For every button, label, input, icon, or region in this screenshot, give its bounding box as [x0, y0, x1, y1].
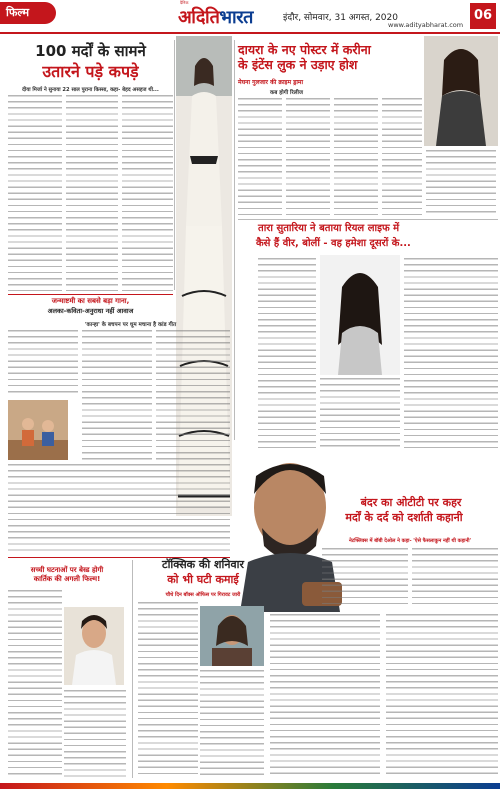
- website-url: www.adityabharat.com: [388, 21, 464, 29]
- kaand-song-still: [8, 400, 68, 460]
- page-number: 06: [470, 3, 496, 29]
- dia-headline-line1: 100 मर्दों के सामने: [35, 42, 146, 60]
- kareena-kapoor-photo: [424, 36, 498, 146]
- kareena-headline-line1: दायरा के नए पोस्टर में करीना: [238, 42, 371, 57]
- bobby-body-col1: [322, 548, 408, 608]
- kareena-body-col1: [238, 98, 282, 216]
- bobby-body-col4: [386, 614, 498, 778]
- janmashtami-headline-line2: अलका-कविता-अनुराधा नहीं आवाज: [47, 307, 134, 315]
- tara-sutaria-photo: [320, 255, 400, 375]
- kaand-subhead: 'कान्हा' के बचपन पर धूम मचाना है कांड गीत: [84, 322, 177, 328]
- bobby-headline-line2: मर्दों के दर्द को दर्शाती कहानी: [345, 511, 463, 524]
- newspaper-logo: [178, 5, 253, 29]
- toxic-body-col2: [200, 670, 264, 778]
- kaand-body-wide: [8, 464, 230, 554]
- kareena-body-col5: [426, 150, 496, 216]
- toxic-film-still: [200, 606, 264, 666]
- logo-part-a: अदिति: [178, 7, 220, 28]
- tara-headline-line2: कैसे हैं वीर, बोलीं - वह हमेशा दूसरों के...: [256, 238, 411, 249]
- column-rule: [132, 560, 133, 778]
- dia-body-col2: [66, 95, 118, 291]
- kaand-body-col3: [156, 330, 230, 460]
- toxic-headline-line2: को भी घटी कमाई: [167, 573, 239, 586]
- kareena-kicker-1: मेघना गुलजार की क्राइम ड्रामा: [238, 79, 304, 86]
- tara-body-col3: [404, 258, 498, 448]
- kareena-kicker-2: कब होगी रिलीज: [270, 90, 303, 96]
- column-rule: [234, 40, 235, 440]
- footer-color-bar: [0, 783, 500, 789]
- toxic-kicker: चौथे दिन बॉक्स ऑफिस पर गिरावट जारी: [165, 592, 241, 598]
- dia-body-col3: [122, 95, 173, 291]
- divider: [8, 294, 173, 295]
- divider: [238, 219, 498, 220]
- kareena-headline-line2: के इंटेंस लुक ने उड़ाए होश: [238, 57, 358, 72]
- kartik-headline-line1: सच्ची घटनाओं पर बेस्ड होगी: [30, 566, 104, 574]
- toxic-body-col1: [138, 602, 198, 778]
- bobby-headline-line1: बंदर का ओटीटी पर कहर: [360, 496, 462, 509]
- kartik-headline-line2: कार्तिक की अगली फिल्म!: [33, 575, 101, 583]
- kareena-body-col4: [382, 98, 422, 216]
- tara-body-col2: [320, 378, 400, 448]
- kareena-body-col3: [334, 98, 378, 216]
- logo-tagline: दैनिक: [180, 0, 189, 5]
- kartik-body-col1: [8, 590, 62, 778]
- kareena-body-col2: [286, 98, 330, 216]
- janmashtami-headline-line1: जन्माष्टमी का सबसे बड़ा गाना,: [51, 297, 130, 305]
- dateline: इंदौर, सोमवार, 31 अगस्त, 2020: [283, 13, 398, 23]
- dia-body-col1: [8, 95, 62, 291]
- section-label: फिल्म: [0, 2, 56, 24]
- kartik-aaryan-photo: [64, 607, 124, 685]
- bobby-kicker: नेटफ्लिक्स में बॉबी देओल ने कहा- 'ऐसे फैसलाकुन नहीं थी कहानी': [348, 538, 472, 544]
- column-rule: [174, 40, 175, 290]
- tara-body-col1: [258, 258, 316, 448]
- bobby-body-col3: [270, 614, 380, 778]
- masthead: [0, 0, 500, 34]
- kartik-body-col2: [64, 690, 126, 778]
- toxic-headline-line1: टॉक्सिक की शनिवार: [162, 558, 244, 571]
- dia-headline-line2: उतारने पड़े कपड़े: [42, 62, 139, 81]
- kaand-body-col2: [82, 330, 152, 460]
- bobby-body-col2: [412, 548, 498, 608]
- logo-part-b: भारत: [219, 7, 253, 28]
- tara-headline-line1: तारा सुतारिया ने बताया रियल लाइफ में: [258, 223, 400, 234]
- kaand-body-col1: [8, 330, 78, 396]
- dia-kicker: दीया मिर्जा ने सुनाया 22 साल पुराना किस्सा, कहा- बेहद असहज थी...: [22, 87, 159, 93]
